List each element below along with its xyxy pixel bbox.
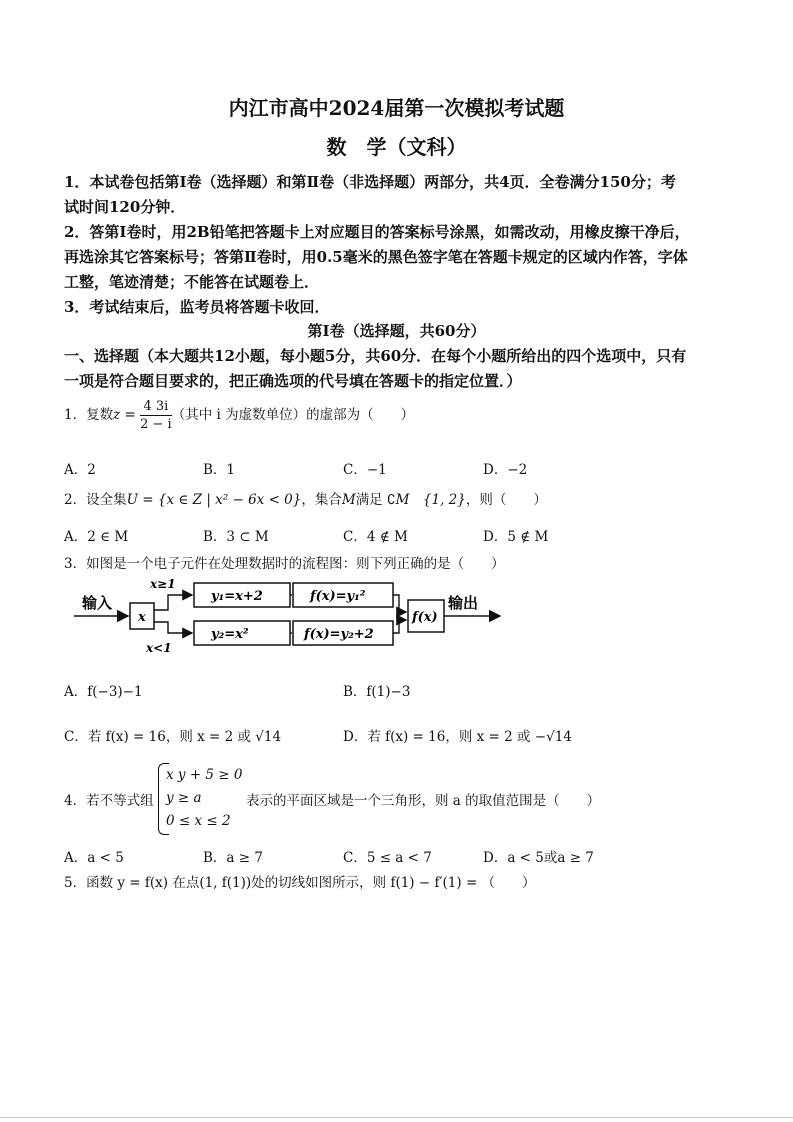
flow-y1-label: y₁=x+2 [211, 589, 263, 604]
flow-f1-label: f(x)=y₁² [310, 589, 366, 604]
q3-option-c[interactable]: C．若 f(x) = 16，则 x = 2 或 √14 [64, 729, 282, 745]
note-line: 2．答第Ⅰ卷时，用2B铅笔把答题卡上对应题目的答案标号涂黑，如需改动，用橡皮擦干净后， [64, 223, 690, 241]
flow-f2-label: f(x)=y₂+2 [304, 627, 374, 642]
q2-option-b[interactable]: B．3 ⊂ M [203, 529, 269, 545]
q2-option-c[interactable]: C．4 ∉ M [343, 529, 408, 545]
q1-fraction [140, 398, 172, 433]
q1-option-d[interactable]: D．−2 [483, 462, 528, 478]
q1-option-c[interactable]: C．−1 [343, 462, 387, 478]
flow-input-label: 输入 [82, 594, 113, 612]
flow-fx-label: f(x) [412, 610, 438, 625]
q3-option-a[interactable]: A．f(−3)−1 [64, 684, 143, 700]
q1-suffix: （其中 i 为虚数单位）的虚部为（ ） [171, 407, 415, 423]
question-5: 5．函数 y = f(x) 在点(1, f(1))处的切线如图所示，则 f(1) − f′(1) = （ ） [64, 875, 536, 891]
q2-mid: ，集合 [301, 492, 342, 508]
q2-option-d[interactable]: D．5 ∉ M [483, 529, 549, 545]
q4-option-c[interactable]: C．5 ≤ a < 7 [343, 850, 432, 866]
page-subtitle: 数 学（文科） [326, 135, 467, 159]
note-line: 试时间120分钟． [64, 198, 186, 216]
q1-numerator: 4 3i [140, 398, 172, 416]
q4-ineq-2: y ≥ a [166, 790, 202, 806]
q4-suffix: 表示的平面区域是一个三角形，则 a 的取值范围是（ ） [246, 793, 601, 809]
q1-denominator: 2 − i [140, 417, 172, 432]
note-line: 3．考试结束后，监考员将答题卡收回． [64, 298, 330, 316]
q1-option-a[interactable]: A．2 [64, 462, 96, 478]
q2-m: M [341, 492, 356, 508]
flow-cond-bottom: x<1 [146, 641, 172, 655]
q2-prefix: 2．设全集 [64, 492, 127, 508]
question-1 [64, 398, 414, 433]
q1-option-b[interactable]: B．1 [203, 462, 236, 478]
q4-option-a[interactable]: A．a < 5 [64, 850, 124, 866]
flow-x-label: x [138, 610, 146, 625]
question-2 [64, 488, 547, 508]
q3-option-b[interactable]: B．f(1)−3 [343, 684, 411, 700]
q3-option-d[interactable]: D．若 f(x) = 16，则 x = 2 或 −√14 [343, 729, 572, 745]
flow-arrow [393, 620, 406, 633]
q4-option-b[interactable]: B．a ≥ 7 [203, 850, 263, 866]
page-title: 内江市高中2024届第一次模拟考试题 [228, 96, 565, 120]
q1-var: z [113, 407, 121, 423]
section-title: 第Ⅰ卷（选择题，共60分） [307, 322, 486, 340]
q2-set: U = {x ∈ Z | x² − 6x < 0} [126, 492, 302, 508]
section-instruction-line1: 一、选择题（本大题共12小题，每小题5分，共60分．在每个小题所给出的四个选项中，只有 [64, 347, 687, 365]
q4-option-d[interactable]: D．a < 5或a ≥ 7 [483, 850, 594, 866]
flow-arrow [154, 595, 192, 610]
flowchart-diagram [64, 576, 504, 658]
note-line: 1．本试卷包括第Ⅰ卷（选择题）和第Ⅱ卷（非选择题）两部分，共4页．全卷满分150分；考 [64, 173, 676, 191]
flow-output-label: 输出 [448, 594, 479, 612]
q4-ineq-3: 0 ≤ x ≤ 2 [166, 813, 231, 829]
q2-cond: 满足 ∁ [355, 492, 396, 508]
question-3: 3．如图是一个电子元件在处理数据时的流程图：则下列正确的是（ ） [64, 556, 505, 572]
q4-prefix: 4．若不等式组 [64, 793, 154, 809]
q2-suffix: ，则（ ） [465, 492, 547, 508]
flow-arrow [154, 622, 192, 633]
q1-prefix: 1．复数 [64, 407, 114, 423]
q2-cond-tail: M {1, 2} [395, 492, 466, 508]
q4-system [166, 764, 243, 833]
note-line: 工整，笔迹清楚；不能答在试题卷上． [64, 273, 320, 291]
flow-y2-label: y₂=x² [211, 627, 249, 642]
notes [64, 170, 690, 320]
q4-ineq-1: x y + 5 ≥ 0 [166, 767, 243, 783]
flow-cond-top: x≥1 [150, 577, 176, 591]
q1-eq: = [120, 407, 141, 423]
page-bottom-divider [0, 1117, 793, 1118]
flow-arrow [393, 595, 406, 612]
note-line: 再选涂其它答案标号；答第Ⅱ卷时，用0.5毫米的黑色签字笔在答题卡规定的区域内作答，字体 [64, 248, 688, 266]
q2-option-a[interactable]: A．2 ∈ M [64, 529, 129, 545]
section-instruction-line2: 一项是符合题目要求的，把正确选项的代号填在答题卡的指定位置．） [64, 372, 522, 390]
